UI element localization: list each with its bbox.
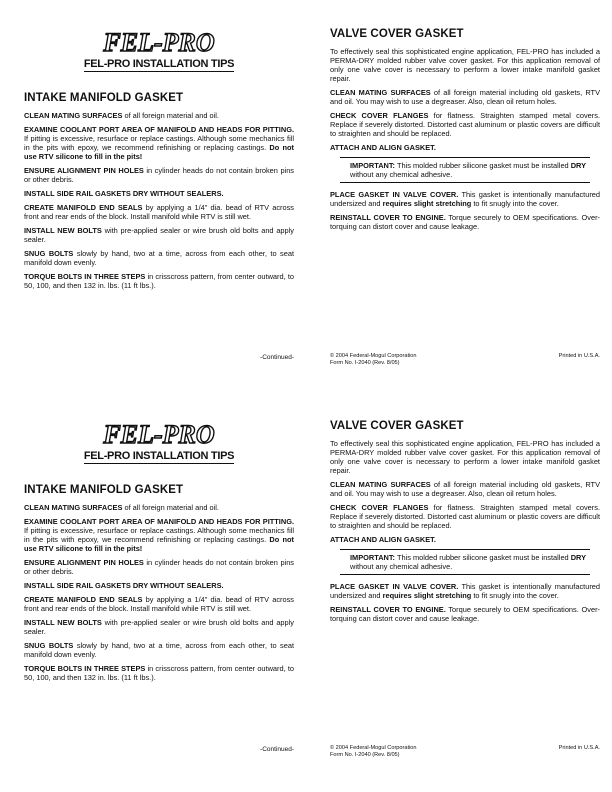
felpro-logo	[24, 422, 294, 448]
intake-step-1: CLEAN MATING SURFACES of all foreign material and oil.	[24, 503, 219, 512]
printed-in: Printed in U.S.A.	[558, 353, 600, 359]
copyright: © 2004 Federal-Mogul Corporation	[330, 353, 417, 359]
tips-divider	[84, 71, 234, 72]
continued-label: -Continued-	[260, 746, 294, 753]
intake-step-6: INSTALL NEW BOLTS with pre-applied sealer or wire brush old bolts and apply sealer.	[24, 226, 294, 244]
intake-step-5: CREATE MANIFOLD END SEALS by applying a 1/4" dia. bead of RTV across front and rear ends of the block. Install manifold while RTV is still wet.	[24, 203, 294, 221]
intake-title: INTAKE MANIFOLD GASKET	[24, 92, 184, 104]
important-note: IMPORTANT: This molded rubber silicone gasket must be installed DRY without any chemical adhesive.	[340, 157, 590, 183]
continued-label: -Continued-	[260, 354, 294, 361]
valve-step-1: CLEAN MATING SURFACES of all foreign material including old gaskets, RTV and oil. You may wish to use a degreaser. Also, clean oil return holes.	[330, 480, 601, 498]
intake-step-4: INSTALL SIDE RAIL GASKETS DRY WITHOUT SEALERS.	[24, 189, 224, 198]
intake-step-8: TORQUE BOLTS IN THREE STEPS in crisscross pattern, from center outward, to 50, 100, and then 132 in. lbs. (11 ft lbs.).	[24, 272, 294, 290]
footer	[330, 353, 600, 367]
printed-in: Printed in U.S.A.	[558, 745, 600, 751]
valve-step-4: PLACE GASKET IN VALVE COVER. This gasket is intentionally manufactured undersized and requires slight stretching to fit snugly into the cover.	[330, 190, 601, 208]
intake-step-1: CLEAN MATING SURFACES of all foreign material and oil.	[24, 111, 219, 120]
important-note: IMPORTANT: This molded rubber silicone gasket must be installed DRY without any chemical adhesive.	[340, 549, 590, 575]
svg-text:FEL-PRO: FEL-PRO	[103, 28, 215, 57]
valve-step-1: CLEAN MATING SURFACES of all foreign material including old gaskets, RTV and oil. You may wish to use a degreaser. Also, clean oil return holes.	[330, 88, 601, 106]
installation-tips-title: FEL-PRO INSTALLATION TIPS	[83, 450, 235, 462]
intake-step-5: CREATE MANIFOLD END SEALS by applying a 1/4" dia. bead of RTV across front and rear ends of the block. Install manifold while RTV is still wet.	[24, 595, 294, 613]
valve-step-5: REINSTALL COVER TO ENGINE. Torque securely to OEM specifications. Over-torquing can distort cover and cause leakage.	[330, 605, 600, 623]
felpro-logo	[24, 30, 294, 56]
valve-intro: To effectively seal this sophisticated engine application, FEL-PRO has included a PERMA-DRY molded rubber valve cover gasket. For this application removal of only one valve cover is necessary to perform a lower intake manifold gasket repair.	[330, 47, 600, 83]
intake-step-3: ENSURE ALIGNMENT PIN HOLES in cylinder heads do not contain broken pins or other debris.	[24, 558, 294, 576]
valve-panel-bottom	[330, 420, 601, 758]
valve-step-2: CHECK COVER FLANGES for flatness. Straighten stamped metal covers. Replace if severely distorted. Distorted cast aluminum or plastic covers are difficult to straighten and should be replaced.	[330, 111, 600, 138]
svg-text:FEL-PRO: FEL-PRO	[103, 420, 215, 449]
intake-step-6: INSTALL NEW BOLTS with pre-applied sealer or wire brush old bolts and apply sealer.	[24, 618, 294, 636]
valve-step-2: CHECK COVER FLANGES for flatness. Straighten stamped metal covers. Replace if severely distorted. Distorted cast aluminum or plastic covers are difficult to straighten and should be replaced.	[330, 503, 600, 530]
valve-step-3: ATTACH AND ALIGN GASKET.	[330, 143, 436, 152]
tips-divider	[84, 463, 234, 464]
intake-step-3: ENSURE ALIGNMENT PIN HOLES in cylinder heads do not contain broken pins or other debris.	[24, 166, 294, 184]
intake-step-7: SNUG BOLTS slowly by hand, two at a time, across from each other, to seat manifold down evenly.	[24, 641, 295, 659]
valve-title: VALVE COVER GASKET	[330, 28, 464, 40]
intake-step-2: EXAMINE COOLANT PORT AREA OF MANIFOLD AND HEADS FOR PITTING. If pitting is excessive, resurface or replace castings. Although some mechanics fill in the pits with epoxy, we recommend refinishing or replacing castings. Do not use RTV silicone to fill in the pits!	[24, 125, 294, 161]
form-number: Form No. I-2040 (Rev. 8/05)	[330, 752, 400, 758]
footer	[330, 745, 600, 759]
valve-panel-top	[330, 28, 601, 366]
intake-step-7: SNUG BOLTS slowly by hand, two at a time, across from each other, to seat manifold down evenly.	[24, 249, 295, 267]
intake-step-8: TORQUE BOLTS IN THREE STEPS in crisscross pattern, from center outward, to 50, 100, and then 132 in. lbs. (11 ft lbs.).	[24, 664, 294, 682]
intake-panel-bottom	[24, 420, 295, 753]
form-number: Form No. I-2040 (Rev. 8/05)	[330, 360, 400, 366]
valve-step-4: PLACE GASKET IN VALVE COVER. This gasket is intentionally manufactured undersized and requires slight stretching to fit snugly into the cover.	[330, 582, 601, 600]
intake-title: INTAKE MANIFOLD GASKET	[24, 484, 184, 496]
copyright: © 2004 Federal-Mogul Corporation	[330, 745, 417, 751]
intake-panel-top	[24, 28, 295, 361]
intake-step-4: INSTALL SIDE RAIL GASKETS DRY WITHOUT SEALERS.	[24, 581, 224, 590]
installation-tips-title: FEL-PRO INSTALLATION TIPS	[83, 58, 235, 70]
valve-intro: To effectively seal this sophisticated engine application, FEL-PRO has included a PERMA-DRY molded rubber valve cover gasket. For this application removal of only one valve cover is necessary to perform a lower intake manifold gasket repair.	[330, 439, 600, 475]
valve-title: VALVE COVER GASKET	[330, 420, 464, 432]
intake-step-2: EXAMINE COOLANT PORT AREA OF MANIFOLD AND HEADS FOR PITTING. If pitting is excessive, resurface or replace castings. Although some mechanics fill in the pits with epoxy, we recommend refinishing or replacing castings. Do not use RTV silicone to fill in the pits!	[24, 517, 294, 553]
valve-step-5: REINSTALL COVER TO ENGINE. Torque securely to OEM specifications. Over-torquing can distort cover and cause leakage.	[330, 213, 600, 231]
valve-step-3: ATTACH AND ALIGN GASKET.	[330, 535, 436, 544]
